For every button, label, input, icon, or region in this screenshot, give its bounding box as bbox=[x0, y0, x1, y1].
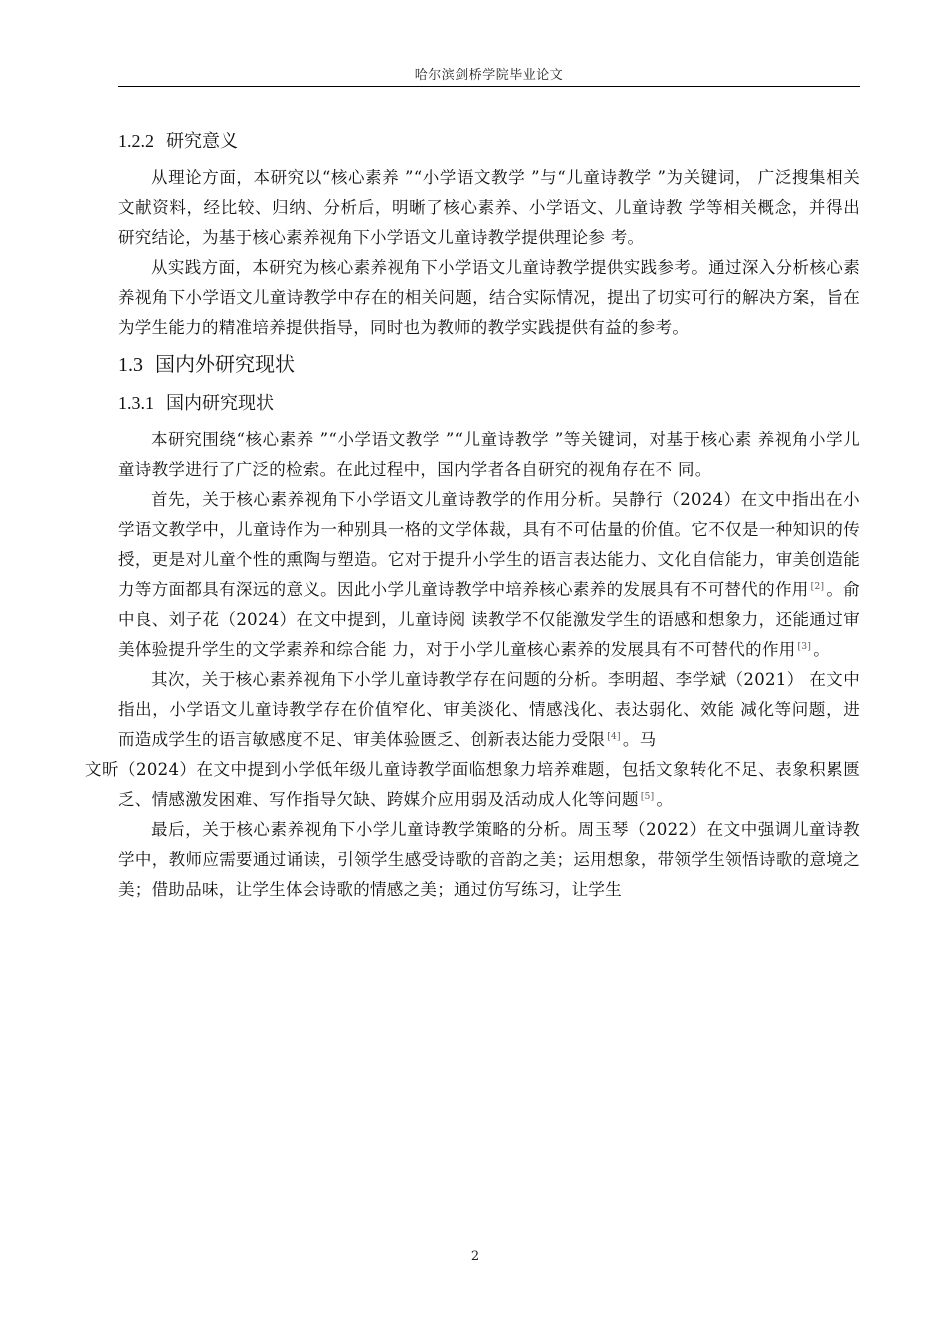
heading-number: 1.2.2 bbox=[118, 131, 154, 151]
paragraph-continuation: 文昕（2024）在文中提到小学低年级儿童诗教学面临想象力培养难题，包括文象转化不足、表象积累匮乏、情感激发困难、写作指导欠缺、跨媒介应用弱及活动成人化等问题 bbox=[85, 760, 860, 809]
heading-title: 国内外研究现状 bbox=[155, 352, 295, 376]
citation-ref: [2] bbox=[810, 581, 825, 592]
page-header: 哈尔滨剑桥学院毕业论文 bbox=[414, 68, 564, 83]
heading-number: 1.3.1 bbox=[118, 393, 154, 413]
paragraph-first bbox=[118, 485, 860, 665]
heading-title: 国内研究现状 bbox=[166, 393, 274, 414]
paragraph-intro: 本研究围绕“核心素养 ”“小学语文教学 ”“儿童诗教学 ”等关键词，对基于核心素 养视角小学儿童诗教学进行了广泛的检索。在此过程中，国内学者各自研究的视角存在不 同。 bbox=[118, 430, 860, 479]
paragraph-text: 。 bbox=[656, 790, 674, 809]
citation-ref: [4] bbox=[607, 731, 621, 742]
paragraph-practice: 从实践方面，本研究为核心素养视角下小学语文儿童诗教学提供实践参考。通过深入分析核心素养视角下小学语文儿童诗教学中存在的相关问题，结合实际情况，提出了切实可行的解决方案，旨在为学生能力的精准培养提供指导，同时也为教师的教学实践提供有益的参考。 bbox=[118, 258, 860, 337]
heading-1-2-2 bbox=[118, 124, 860, 159]
heading-title: 研究意义 bbox=[166, 131, 238, 152]
document-body bbox=[85, 124, 860, 905]
paragraph-last: 最后，关于核心素养视角下小学儿童诗教学策略的分析。周玉琴（2022）在文中强调儿童诗教学中，教师应需要通过诵读，引领学生感受诗歌的音韵之美；运用想象，带领学生领悟诗歌的意境之美；借助品味，让学生体会诗歌的情感之美；通过仿写练习，让学生 bbox=[118, 820, 860, 899]
citation-ref: [5] bbox=[640, 791, 655, 802]
paragraph-theory: 从理论方面，本研究以“核心素养 ”“小学语文教学 ”与“儿童诗教学 ”为关键词， 广泛搜集相关文献资料，经比较、归纳、分析后，明晰了核心素养、小学语文、儿童诗教 学等相关概念，并得出研究结论，为基于核心素养视角下小学语文儿童诗教学提供理论参 考。 bbox=[118, 168, 860, 247]
paragraph-second bbox=[85, 665, 860, 815]
paragraph-text: 。俞中良、刘子花（2024）在文中提到，儿童诗阅 读教学不仅能激发学生的语感和想象力，还能通过审美体验提升学生的文学素养和综合能 力，对于小学儿童核心素养的发展具有不可替代的作用 bbox=[118, 580, 860, 659]
heading-1-3-1 bbox=[118, 386, 860, 421]
page-number: 2 bbox=[470, 1249, 480, 1264]
citation-ref: [3] bbox=[797, 641, 812, 652]
heading-number: 1.3 bbox=[118, 354, 143, 376]
heading-1-3 bbox=[118, 347, 860, 382]
paragraph-text: 其次，关于核心素养视角下小学儿童诗教学存在问题的分析。李明超、李学斌（2021） 在文中指出，小学语文儿童诗教学存在价值窄化、审美淡化、情感浅化、表达弱化、效能 减化等问题，进而造成学生的语言敏感度不足、审美体验匮乏、创新表达能力受限 bbox=[118, 670, 860, 749]
header-divider bbox=[118, 86, 860, 87]
paragraph-text: 首先，关于核心素养视角下小学语文儿童诗教学的作用分析。吴静行（2024）在文中指出在小学语文教学中，儿童诗作为一种别具一格的文学体裁，具有不可估量的价值。它不仅是一种知识的传授，更是对儿童个性的熏陶与塑造。它对于提升小学生的语言表达能力、文化自信能力，审美创造能力等方面都具有深远的意义。因此小学儿童诗教学中培养核心素养的发展具有不可替代的作用 bbox=[118, 490, 860, 599]
paragraph-text: 。 bbox=[813, 640, 831, 659]
paragraph-text: 。马 bbox=[622, 730, 657, 749]
